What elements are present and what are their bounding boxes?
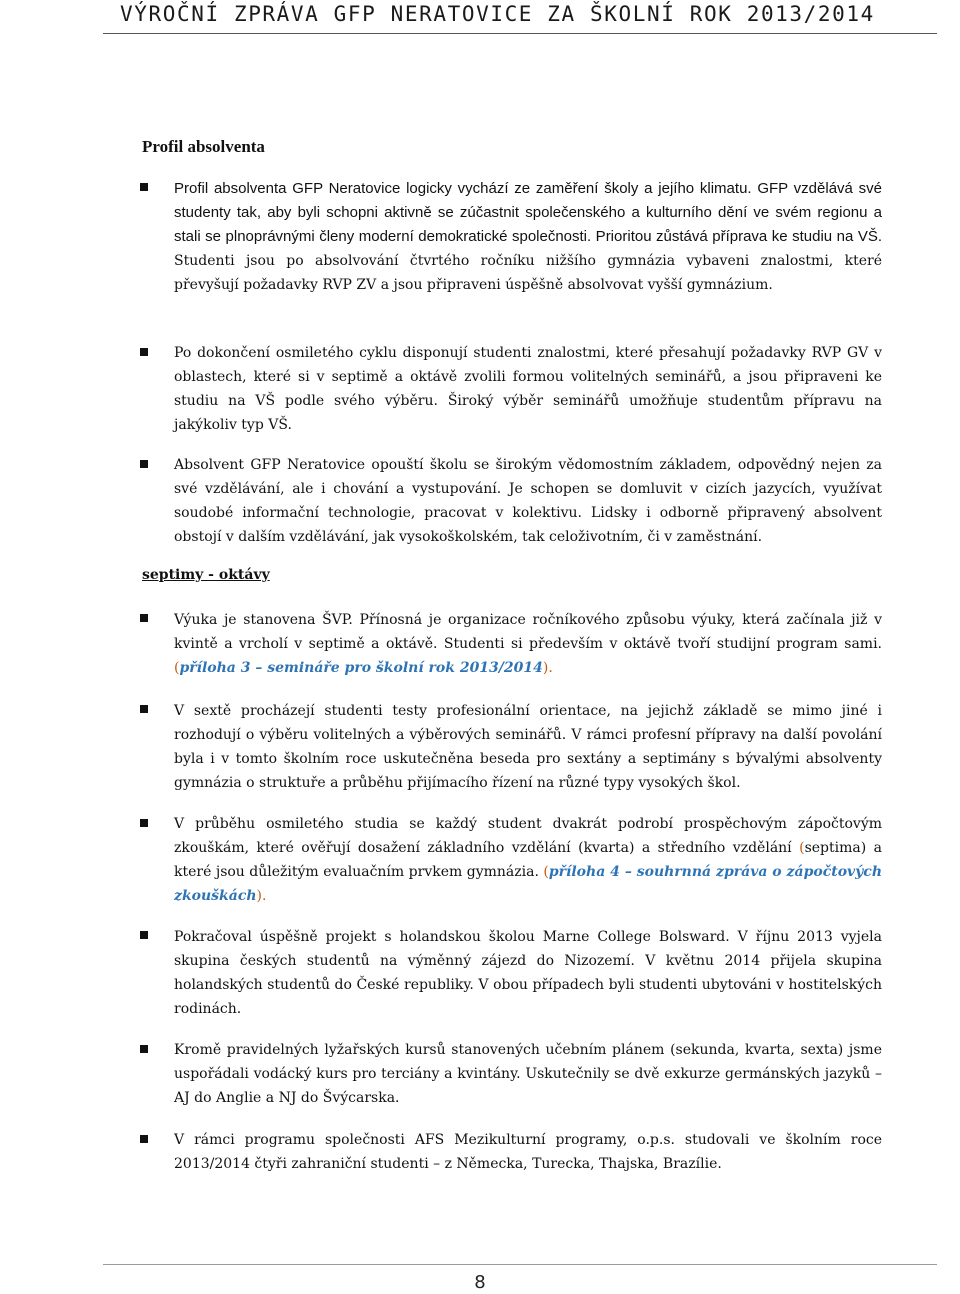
bullet-square-icon <box>140 1045 148 1053</box>
septimy-paragraph-3-text-a: V průběhu osmiletého studia se každý student dvakrát podrobí prospěchovým zápočtovým zkouškám, které ověřují dosažení základního vzdělání (kvarta) a středního vzdělání <box>174 816 882 856</box>
profile-paragraph-1-part-b: Studenti jsou po absolvování čtvrtého ročníku nižšího gymnázia vybaveni znalostmi, které převyšují požadavky RVP ZV a jsou připraveni úspěšně absolvovat vyšší gymnázium. <box>174 253 882 293</box>
septimy-paragraph-4: Pokračoval úspěšně projekt s holandskou školou Marne College Bolsward. V říjnu 2013 vyjela skupina českých studentů na výměnný zájezd do Nizozemí. V květnu 2014 přijela skupina holandských studentů do České republiky. V obou případech byli studenti ubytováni v hostitelských rodinách. <box>174 929 882 1017</box>
septimy-paragraph-1 <box>174 608 882 680</box>
profile-paragraph-2: Po dokončení osmiletého cyklu disponují studenti znalostmi, které přesahují požadavky RVP GV v oblastech, které si v septimě a oktávě zvolili formou volitelných seminářů, a jsou připraveni ke studiu na VŠ podle svého výběru. Široký výběr seminářů umožňuje studentům přípravu na jakýkoliv typ VŠ. <box>174 345 882 433</box>
bullet-square-icon <box>140 460 148 468</box>
attachment-link-4[interactable]: příloha 4 – souhrnná zpráva o zápočtových zkouškách <box>174 864 882 904</box>
bullet-square-icon <box>140 348 148 356</box>
paren-open: ( <box>543 864 549 880</box>
septimy-paragraph-3 <box>174 812 882 908</box>
septimy-paragraph-3-text-b: septima) a které jsou důležitým evaluačním prvkem gymnázia. <box>174 840 882 880</box>
attachment-link-3[interactable]: příloha 3 – semináře pro školní rok 2013/2014 <box>179 660 543 676</box>
septimy-paragraph-1-text: Výuka je stanovena ŠVP. Přínosná je organizace ročníkového způsobu výuky, která začínala již v kvintě a vrcholí v septimě a oktávě. Studenti si především v oktávě tvoří studijní program sami. <box>174 612 882 652</box>
bullet-square-icon <box>140 705 148 713</box>
profile-paragraph-1 <box>174 177 882 297</box>
header-divider <box>103 33 937 34</box>
footer-divider <box>103 1264 937 1265</box>
page-number: 8 <box>474 1272 486 1293</box>
septimy-paragraph-5: Kromě pravidelných lyžařských kursů stanovených učebním plánem (sekunda, kvarta, sexta) jsme uspořádali vodácký kurs pro terciány a kvintány. Uskutečnily se dvě exkurze germánských jazyků – AJ do Anglie a NJ do Švýcarska. <box>174 1042 882 1106</box>
bullet-square-icon <box>140 183 148 191</box>
subheading-septimy-oktavy: septimy - oktávy <box>142 567 270 583</box>
bullet-square-icon <box>140 819 148 827</box>
bullet-square-icon <box>140 614 148 622</box>
septimy-paragraph-2: V sextě procházejí studenti testy profesionální orientace, na jejichž základě se mimo jiné i rozhodují o výběru volitelných a výběrových seminářů. V rámci profesní přípravy na další povolání byla i v tomto školním roce uskutečněna beseda pro sextány a septimány s bývalými absolventy gymnázia o struktuře a průběhu přijímacího řízení na různé typy vysokých škol. <box>174 703 882 791</box>
profile-paragraph-3: Absolvent GFP Neratovice opouští školu se širokým vědomostním základem, odpovědný nejen za své vzdělávání, ale i chování a vystupování. Je schopen se domluvit v cizích jazycích, využívat soudobé informační technologie, pracovat v kolektivu. Lidsky i odborně připravený absolvent obstojí v dalším vzdělávání, jak vysokoškolském, tak celoživotním, či v zaměstnání. <box>174 457 882 545</box>
profile-paragraph-1-part-a: Profil absolventa GFP Neratovice logicky vychází ze zaměření školy a jejího klimatu. GFP vzdělává své studenty tak, aby byli schopni aktivně se zúčastnit společenského a kulturního dění ve svém regionu a stali se plnoprávnými členy moderní demokratické společnosti. Prioritou zůstává příprava ke studiu na VŠ. <box>174 180 882 245</box>
paren-open: ( <box>799 840 805 856</box>
septimy-paragraph-6: V rámci programu společnosti AFS Mezikulturní programy, o.p.s. studovali ve školním roce 2013/2014 čtyři zahraniční studenti – z Německa, Turecka, Thajska, Brazílie. <box>174 1132 882 1172</box>
paren-close: ). <box>256 888 267 904</box>
bullet-square-icon <box>140 1135 148 1143</box>
section-title: Profil absolventa <box>142 137 265 156</box>
paren-close: ). <box>542 660 553 676</box>
document-header-title: VÝROČNÍ ZPRÁVA GFP NERATOVICE ZA ŠKOLNÍ ROK 2013/2014 <box>120 2 875 26</box>
paren-open: ( <box>174 660 180 676</box>
bullet-square-icon <box>140 931 148 939</box>
